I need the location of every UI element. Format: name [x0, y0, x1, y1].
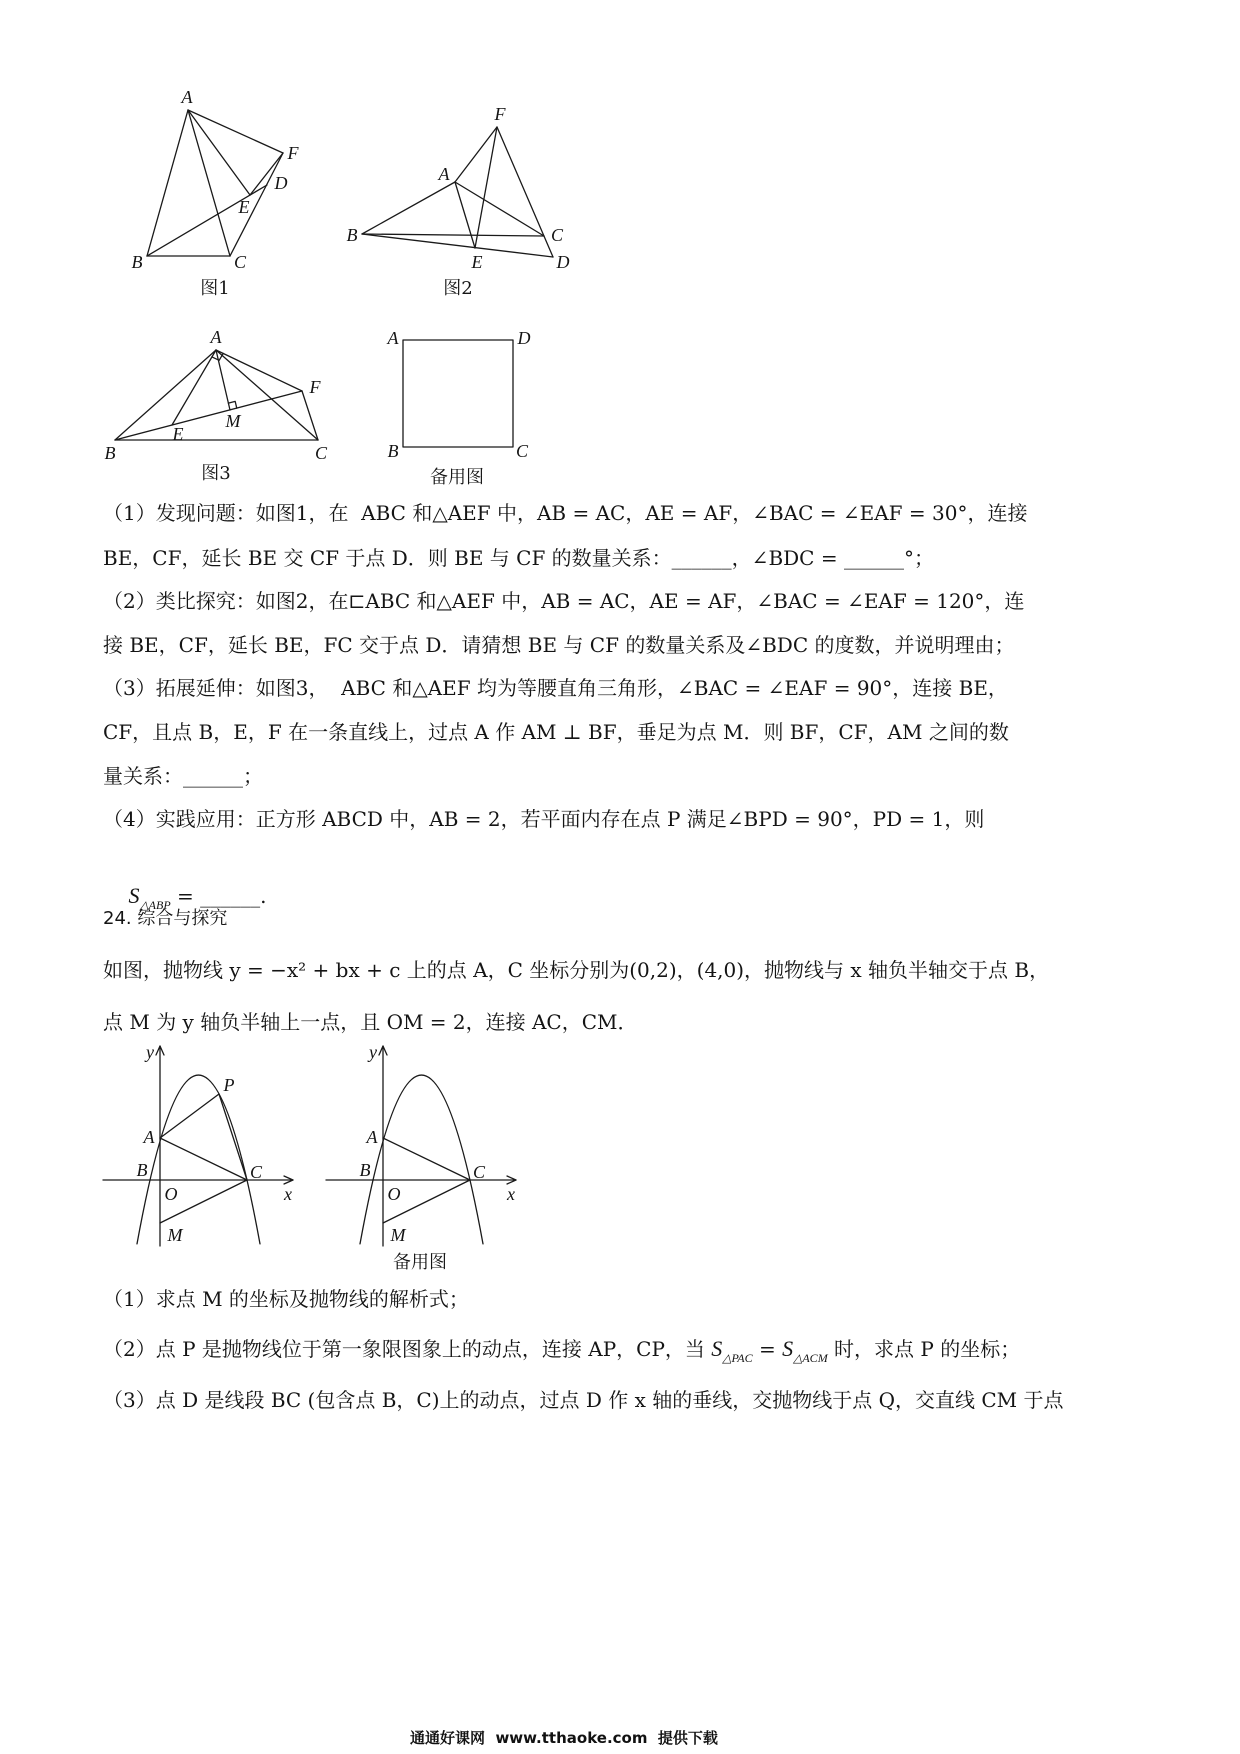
- axis-label-x: x: [284, 1184, 292, 1204]
- point-label-a: A: [366, 1127, 378, 1147]
- point-label-c: C: [314, 443, 328, 463]
- segment-bd: [362, 234, 553, 257]
- point-label-b: B: [136, 1160, 148, 1180]
- q23-part1-line2: BE，CF，延长 BE 交 CF 于点 D．则 BE 与 CF 的数量关系：______，∠BDC = ______°；: [103, 546, 934, 570]
- area-subscript-2: △ACM: [793, 1351, 828, 1365]
- q23-part1-line1: （1）发现问题：如图1，在 ABC 和△AEF 中，AB = AC，AE = AF，∠BAC = ∠EAF = 30°，连接: [103, 501, 1028, 525]
- axis-label-y: y: [369, 1042, 377, 1062]
- point-label-b: B: [131, 252, 143, 272]
- q24-part2: [103, 1335, 1020, 1366]
- area-subscript-1: △PAC: [722, 1351, 753, 1365]
- segment-bc: [362, 234, 544, 236]
- point-label-m: M: [167, 1225, 183, 1245]
- q23-part2-line2: 接 BE，CF，延长 BE，FC 交于点 D．请猜想 BE 与 CF 的数量关系及∠BDC 的度数，并说明理由；: [103, 633, 1015, 657]
- point-label-c: C: [233, 252, 247, 272]
- segment-af: [216, 350, 302, 391]
- point-label-c: C: [472, 1162, 486, 1182]
- equals-sign: =: [752, 1337, 783, 1361]
- point-label-d: D: [556, 252, 570, 272]
- q23-part3-line1: （3）拓展延伸：如图3， ABC 和△AEF 均为等腰直角三角形，∠BAC = ∠EAF = 90°，连接 BE，: [103, 676, 1008, 700]
- figure-2-caption: 图2: [443, 278, 473, 299]
- parabola-backup-figure: [318, 1035, 523, 1250]
- point-label-c: C: [515, 441, 529, 461]
- segment-ae: [172, 350, 216, 425]
- point-label-a: A: [143, 1127, 155, 1147]
- segment-am: [216, 350, 230, 410]
- q24-intro-line1: 如图，抛物线 y = −x² + bx + c 上的点 A，C 坐标分别为(0,2)，(4,0)，抛物线与 x 轴负半轴交于点 B，: [103, 958, 1050, 982]
- figure-1: [120, 85, 310, 275]
- area-subscript: △ABP: [139, 898, 171, 912]
- origin-label-o: O: [387, 1184, 401, 1204]
- point-label-c: C: [249, 1162, 263, 1182]
- point-label-d: D: [274, 173, 288, 193]
- backup-figure-caption: 备用图: [430, 467, 484, 488]
- figure-2: [340, 100, 580, 275]
- point-label-b: B: [387, 441, 399, 461]
- q24-heading: 24. 综合与探究: [103, 908, 228, 929]
- area-symbol-1: S: [711, 1336, 723, 1361]
- point-label-f: F: [287, 143, 299, 163]
- point-label-m: M: [390, 1225, 406, 1245]
- parabola-curve: [137, 1075, 260, 1244]
- parabola-backup-caption: 备用图: [393, 1252, 447, 1273]
- q23-part3-line3: 量关系：______；: [103, 764, 263, 788]
- parabola-figure: [95, 1035, 300, 1250]
- segment-ab: [147, 110, 188, 256]
- segment-af: [188, 110, 283, 153]
- point-label-f: F: [309, 377, 321, 397]
- figure-3-caption: 图3: [201, 463, 231, 484]
- point-label-c: C: [550, 225, 564, 245]
- q23-part3-line2: CF，且点 B，E，F 在一条直线上，过点 A 作 AM ⊥ BF，垂足为点 M．则 BF，CF，AM 之间的数: [103, 720, 1009, 744]
- area-symbol: S: [128, 883, 140, 908]
- answer-blank: = ______.: [170, 884, 267, 908]
- segment-ap: [160, 1094, 219, 1138]
- point-label-b: B: [104, 443, 116, 463]
- figure-3: [100, 328, 335, 468]
- q23-part4-line1: （4）实践应用：正方形 ABCD 中，AB = 2，若平面内存在点 P 满足∠BPD = 90°，PD = 1，则: [103, 807, 985, 831]
- segment-fd: [497, 127, 553, 257]
- parabola-curve: [360, 1075, 483, 1244]
- figure-1-caption: 图1: [200, 278, 230, 299]
- point-label-m: M: [225, 411, 241, 431]
- origin-label-o: O: [164, 1184, 178, 1204]
- point-label-b: B: [359, 1160, 371, 1180]
- segment-ae: [188, 110, 250, 195]
- q24-part3: （3）点 D 是线段 BC (包含点 B，C)上的动点，过点 D 作 x 轴的垂线，交抛物线于点 Q，交直线 CM 于点: [103, 1388, 1064, 1412]
- q24-intro-line2: 点 M 为 y 轴负半轴上一点，且 OM = 2，连接 AC，CM．: [103, 1010, 638, 1034]
- point-label-a: A: [181, 87, 193, 107]
- segment-ac: [160, 1138, 247, 1180]
- axis-label-y: y: [146, 1042, 154, 1062]
- q24-part1: （1）求点 M 的坐标及抛物线的解析式；: [103, 1287, 469, 1311]
- square-abcd: [403, 340, 513, 447]
- q24-part2-suffix: 时，求点 P 的坐标；: [827, 1337, 1021, 1361]
- point-label-d: D: [517, 328, 531, 348]
- segment-ef: [475, 127, 497, 248]
- segment-pc: [219, 1094, 247, 1180]
- backup-figure-square: [380, 328, 540, 468]
- point-label-f: F: [494, 104, 506, 124]
- segment-ac: [383, 1138, 470, 1180]
- q24-part2-prefix: （2）点 P 是抛物线位于第一象限图象上的动点，连接 AP，CP，当: [103, 1337, 712, 1361]
- point-label-e: E: [238, 197, 250, 217]
- q23-part2-line1: （2）类比探究：如图2，在⊏ABC 和△AEF 中，AB = AC，AE = AF，∠BAC = ∠EAF = 120°，连: [103, 589, 1025, 613]
- segment-af: [455, 127, 497, 182]
- axis-label-x: x: [507, 1184, 515, 1204]
- page-footer: 通通好课网 www.tthaoke.com 提供下载: [410, 1729, 718, 1747]
- point-label-a: A: [210, 328, 222, 347]
- point-label-e: E: [172, 424, 184, 444]
- point-label-e: E: [471, 252, 483, 272]
- point-label-a: A: [438, 164, 450, 184]
- segment-ac: [188, 110, 230, 256]
- segment-ab: [362, 182, 455, 234]
- segment-bd: [147, 185, 267, 256]
- point-label-p: P: [223, 1075, 235, 1095]
- point-label-b: B: [346, 225, 358, 245]
- point-label-a: A: [387, 328, 399, 348]
- area-symbol-2: S: [782, 1336, 794, 1361]
